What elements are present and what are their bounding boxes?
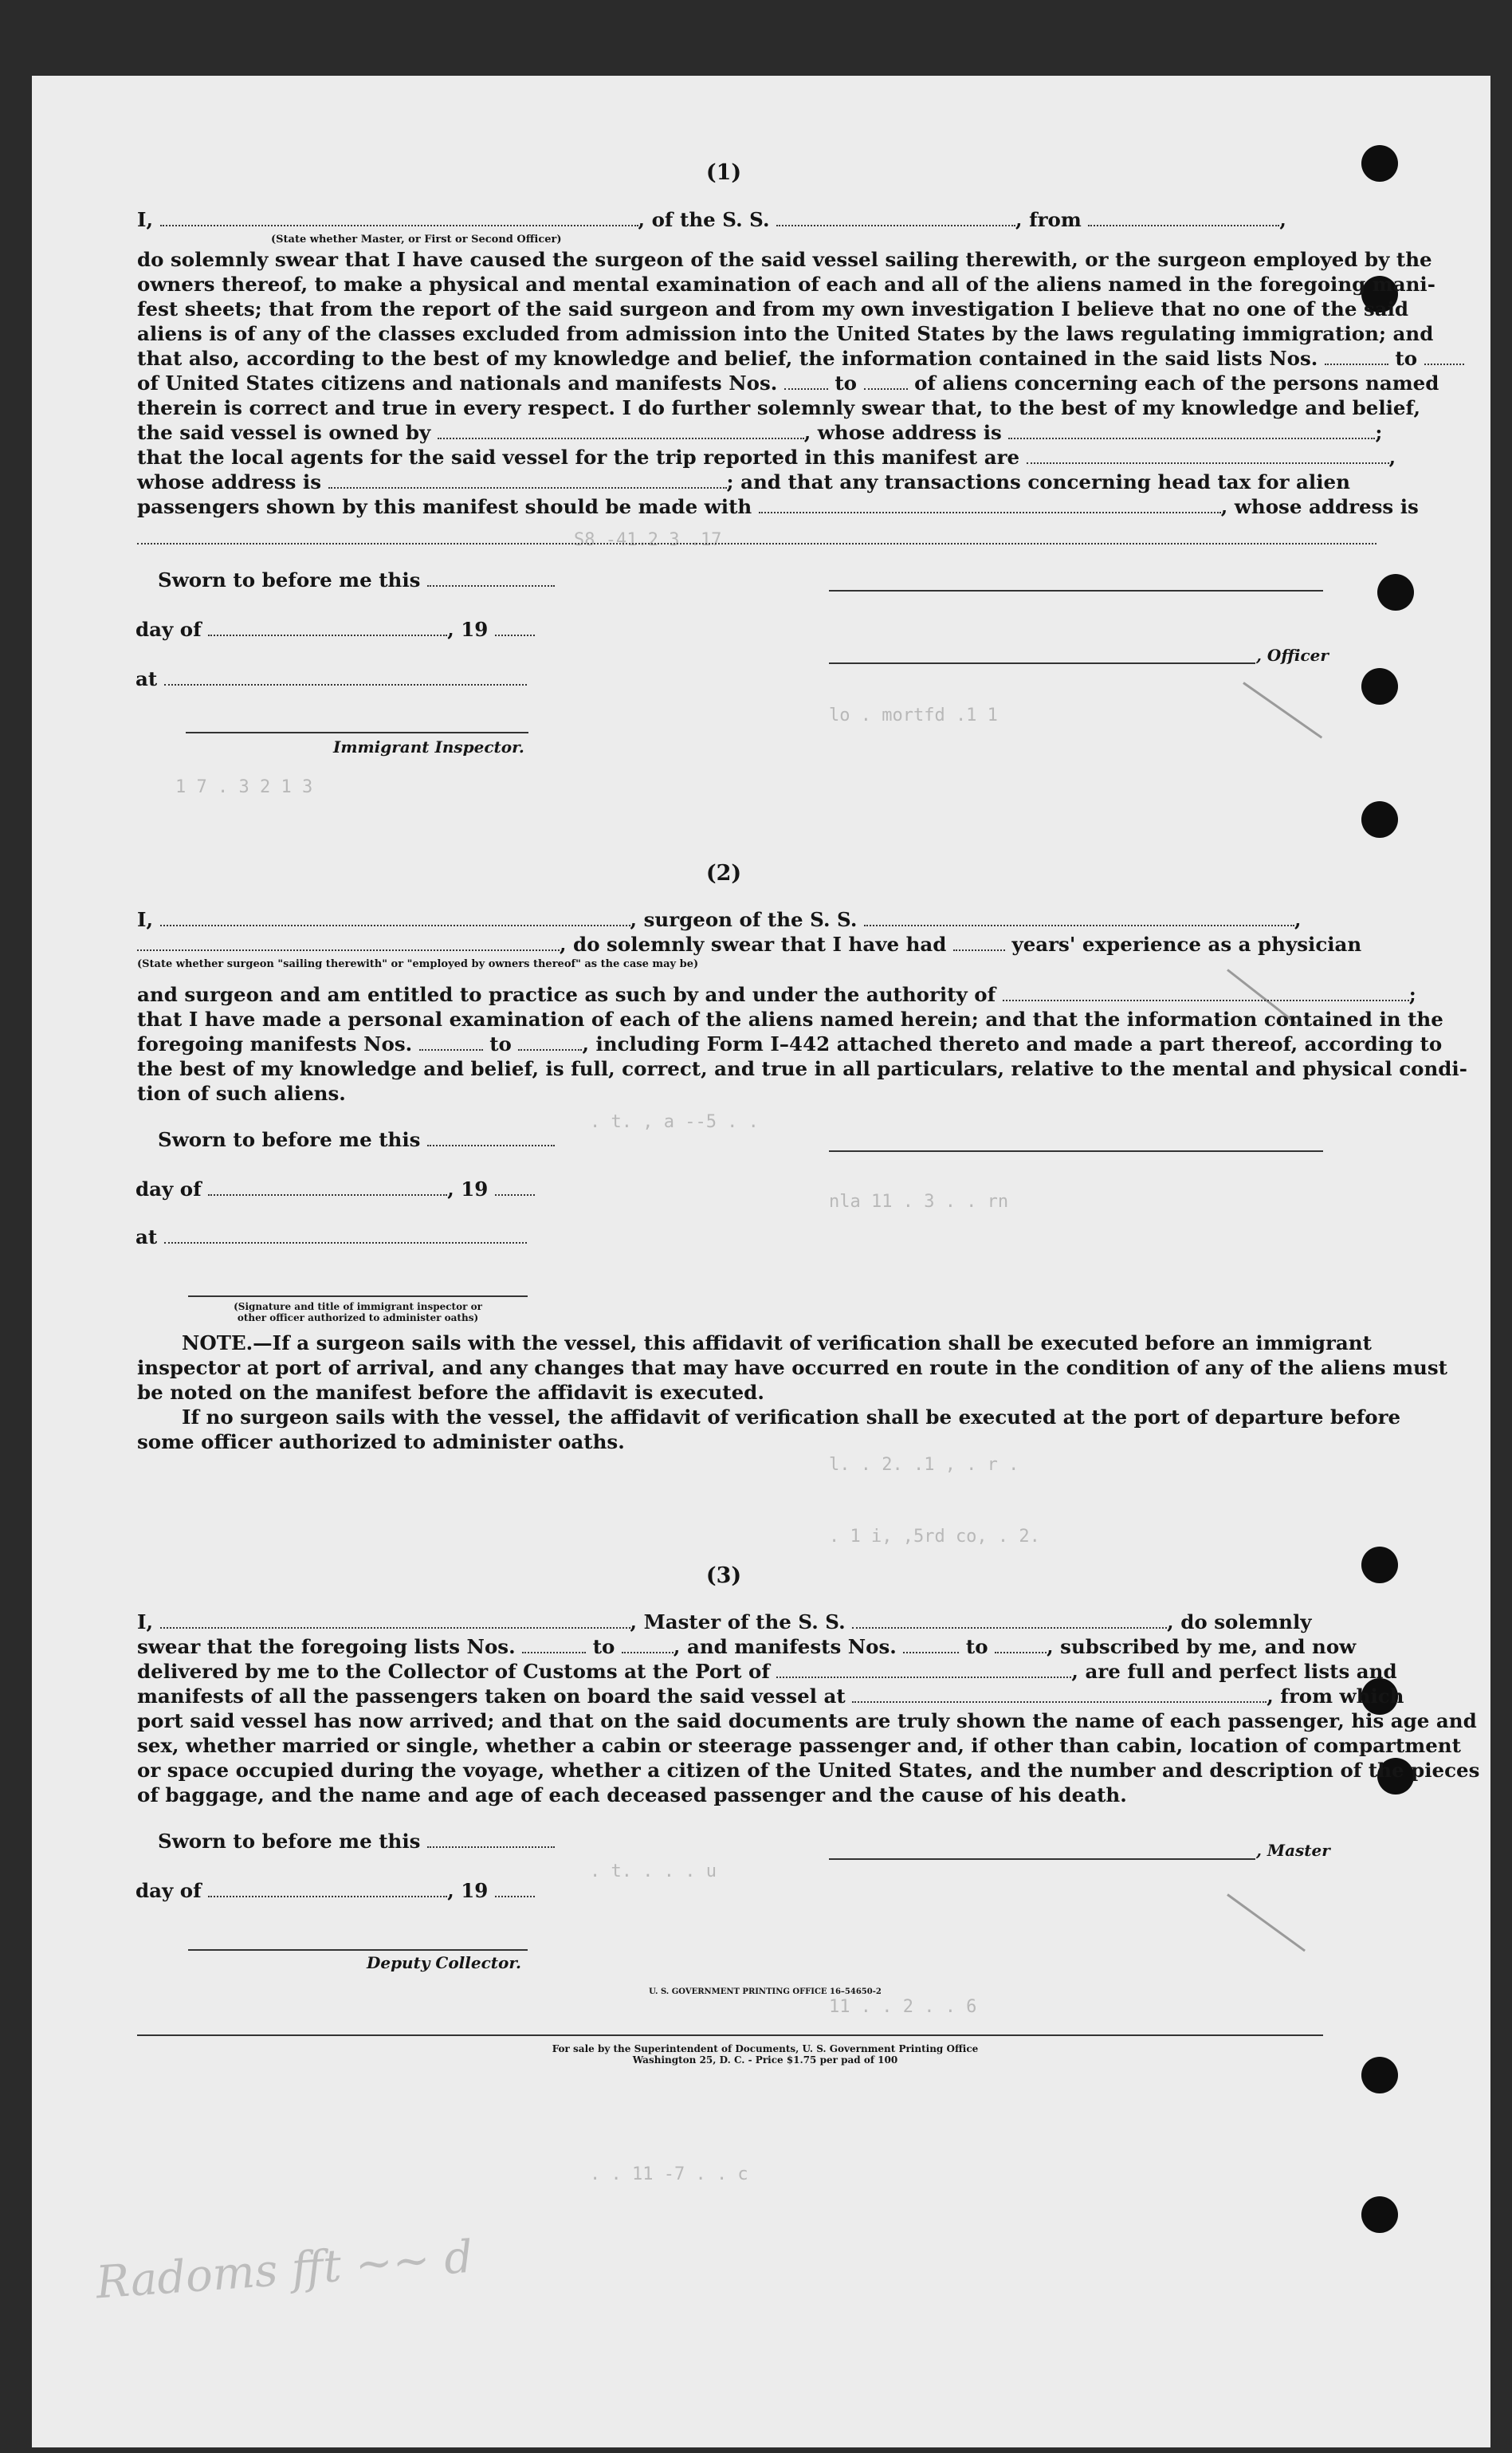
section2-line2: , do solemnly swear that I have had years' experience as a physician xyxy=(137,933,1361,957)
section1-line1: I, , of the S. S. , from , xyxy=(137,208,1286,231)
sworn-date-field[interactable] xyxy=(427,1132,555,1146)
oath-text: foregoing manifests Nos. to , including Form I–442 attached thereto and made a part thereof, according to xyxy=(137,1032,1443,1055)
oath-text: or space occupied during the voyage, whether a citizen of the United States, and the number and description of the pieces xyxy=(137,1759,1480,1782)
inspector-label: Immigrant Inspector. xyxy=(333,737,524,757)
day-of-label: day of , 19 xyxy=(135,618,535,642)
oath-text: that the local agents for the said vessel for the trip reported in this manifest are , xyxy=(137,446,1396,469)
officer-title-line[interactable] xyxy=(829,662,1255,664)
sale-notice: For sale by the Superintendent of Documents, U. S. Government Printing Office Washington 25, D. C. - Price $1.75 per pad of 100 xyxy=(552,2043,979,2066)
punch-hole xyxy=(1361,668,1398,705)
year-field[interactable] xyxy=(495,622,535,636)
sworn-label: Sworn to before me this xyxy=(158,568,555,592)
oath-text: the best of my knowledge and belief, is full, correct, and true in all particulars, relative to the mental and physical condi- xyxy=(137,1057,1467,1080)
oath-text: tion of such aliens. xyxy=(137,1082,346,1105)
manifests-from-field[interactable] xyxy=(903,1639,959,1653)
manifests-from-field[interactable] xyxy=(784,375,828,390)
inspector-signature-line[interactable] xyxy=(186,732,528,733)
lists-to-field[interactable] xyxy=(622,1639,674,1653)
sworn-label: Sworn to before me this xyxy=(158,1128,555,1152)
oath-text: aliens is of any of the classes excluded from admission into the United States by the laws regulating immigration; and xyxy=(137,322,1434,345)
oath-text: manifests of all the passengers taken on board the said vessel at , from which xyxy=(137,1684,1404,1708)
oath-text: delivered by me to the Collector of Customs at the Port of , are full and perfect lists and xyxy=(137,1660,1397,1683)
lists-from-field[interactable] xyxy=(1325,351,1388,365)
bleed-through: S8 -41.2 3 .17 xyxy=(574,530,722,550)
day-of-field[interactable] xyxy=(208,622,447,636)
at-place-field[interactable] xyxy=(164,671,527,686)
sworn-date-field[interactable] xyxy=(427,1834,555,1848)
handwritten-signature: Radoms fft ~~ d xyxy=(94,2231,475,2310)
at-label: at xyxy=(135,667,527,691)
oath-text: of United States citizens and nationals and manifests Nos. to of aliens concerning each of the persons named xyxy=(137,371,1439,395)
bleed-through: . 1 i, ,5rd co, . 2. xyxy=(829,1527,1040,1547)
oath-text: owners thereof, to make a physical and mental examination of each and all of the aliens named in the foregoing mani- xyxy=(137,273,1435,296)
oath-text: of baggage, and the name and age of each deceased passenger and the cause of his death. xyxy=(137,1783,1127,1806)
collector-signature-line[interactable] xyxy=(188,1949,528,1951)
oath-text: that I have made a personal examination of each of the aliens named herein; and that the information contained in the xyxy=(137,1008,1443,1031)
vessel-name-field[interactable] xyxy=(852,1614,1167,1629)
punch-hole xyxy=(1361,145,1398,182)
day-of-label: day of , 19 xyxy=(135,1879,535,1903)
from-port-field[interactable] xyxy=(1088,212,1279,226)
year-field[interactable] xyxy=(495,1883,535,1897)
master-name-field[interactable] xyxy=(160,212,638,226)
form-sheet xyxy=(32,76,1490,2447)
license-authority-field[interactable] xyxy=(1003,987,1409,1001)
lists-from-field[interactable] xyxy=(522,1639,586,1653)
printer-imprint: U. S. GOVERNMENT PRINTING OFFICE 16–54650-2 xyxy=(649,1987,882,1996)
master-rank-instruction: (State whether Master, or First or Second Officer) xyxy=(271,234,562,246)
surgeon-status-instruction: (State whether surgeon "sailing therewith" or "employed by owners thereof" as the case may be) xyxy=(137,958,699,970)
signature-title-caption: (Signature and title of immigrant inspector or other officer authorized to administer oaths) xyxy=(234,1301,482,1323)
manifests-to-field[interactable] xyxy=(518,1036,582,1051)
note-text: some officer authorized to administer oaths. xyxy=(137,1430,625,1453)
oath-text: passengers shown by this manifest should be made with , whose address is xyxy=(137,495,1419,518)
section3-line1: I, , Master of the S. S. , do solemnly xyxy=(137,1610,1312,1633)
at-label: at xyxy=(135,1225,527,1249)
years-experience-field[interactable] xyxy=(953,937,1005,951)
note-text: be noted on the manifest before the affidavit is executed. xyxy=(137,1381,764,1404)
inspector-signature-line[interactable] xyxy=(188,1295,528,1297)
day-of-field[interactable] xyxy=(208,1883,447,1897)
punch-hole xyxy=(1361,1547,1398,1583)
oath-text: fest sheets; that from the report of the said surgeon and from my own investigation I believe that no one of the said xyxy=(137,297,1409,320)
bleed-through: . . 11 -7 . . c xyxy=(590,2164,748,2184)
address-continuation-line[interactable] xyxy=(137,543,1377,544)
oath-text: port said vessel has now arrived; and that on the said documents are truly shown the name of each passenger, his age and xyxy=(137,1709,1477,1732)
oath-text: and surgeon and am entitled to practice as such by and under the authority of ; xyxy=(137,983,1416,1006)
punch-hole xyxy=(1361,801,1398,838)
surgeon-signature-line[interactable] xyxy=(829,1150,1323,1152)
bleed-through: nla 11 . 3 . . rn xyxy=(829,1192,1009,1212)
oath-text: whose address is ; and that any transactions concerning head tax for alien xyxy=(137,470,1350,493)
lists-to-field[interactable] xyxy=(1424,351,1464,365)
port-of-arrival-field[interactable] xyxy=(776,1664,1071,1678)
master-label: , Master xyxy=(1256,1841,1330,1860)
oath-text: the said vessel is owned by , whose address is ; xyxy=(137,421,1383,444)
section-number: (1) xyxy=(705,160,742,185)
bleed-stroke xyxy=(1243,682,1322,738)
manifests-to-field[interactable] xyxy=(995,1639,1047,1653)
punch-hole xyxy=(1377,574,1414,611)
oath-text: therein is correct and true in every respect. I do further solemnly swear that, to the best of my knowledge and belief, xyxy=(137,396,1421,419)
vessel-name-field[interactable] xyxy=(776,212,1015,226)
section-number: (3) xyxy=(705,1563,742,1588)
note-text: NOTE.—If a surgeon sails with the vessel, this affidavit of verification shall be executed before an immigrant xyxy=(182,1331,1372,1354)
port-of-departure-field[interactable] xyxy=(852,1688,1267,1703)
bleed-through: l. . 2. .1 , . r . xyxy=(829,1455,1019,1475)
at-place-field[interactable] xyxy=(164,1229,527,1244)
oath-text: sex, whether married or single, whether a cabin or steerage passenger and, if other than cabin, location of compartment xyxy=(137,1734,1461,1757)
note-text: inspector at port of arrival, and any changes that may have occurred en route in the condition of any of the aliens must xyxy=(137,1356,1447,1379)
manifests-from-field[interactable] xyxy=(419,1036,483,1051)
master-name-field[interactable] xyxy=(160,1614,630,1629)
head-tax-contact-field[interactable] xyxy=(759,499,1221,513)
footer-rule xyxy=(137,2034,1323,2036)
punch-hole xyxy=(1361,2196,1398,2233)
bleed-through: 11 . . 2 . . 6 xyxy=(829,1997,977,2017)
section-number: (2) xyxy=(705,861,742,886)
sworn-label: Sworn to before me this xyxy=(158,1830,555,1854)
surgeon-status-field[interactable] xyxy=(137,937,560,951)
owner-address-field[interactable] xyxy=(1008,425,1375,439)
vessel-name-field[interactable] xyxy=(864,912,1294,926)
bleed-through: 1 7 . 3 2 1 3 xyxy=(175,777,313,797)
bleed-stroke xyxy=(1227,1893,1306,1952)
agents-address-field[interactable] xyxy=(328,474,727,489)
oath-text: swear that the foregoing lists Nos. to , and manifests Nos. to , subscribed by me, and now xyxy=(137,1635,1357,1658)
bleed-through: . t. . . . u xyxy=(590,1861,717,1881)
owner-field[interactable] xyxy=(438,425,804,439)
day-of-label: day of , 19 xyxy=(135,1177,535,1201)
master-signature-line[interactable] xyxy=(829,1858,1255,1860)
punch-hole xyxy=(1361,2057,1398,2093)
oath-text: that also, according to the best of my knowledge and belief, the information contained in the said lists Nos. to xyxy=(137,347,1464,371)
officer-signature-line[interactable] xyxy=(829,590,1323,592)
surgeon-name-field[interactable] xyxy=(160,912,630,926)
year-field[interactable] xyxy=(495,1181,535,1196)
sworn-date-field[interactable] xyxy=(427,572,555,587)
bleed-through: . t. , a --5 . . xyxy=(590,1112,759,1132)
bleed-through: lo . mortfd .1 1 xyxy=(829,706,998,725)
officer-label: , Officer xyxy=(1256,646,1329,665)
oath-text: do solemnly swear that I have caused the surgeon of the said vessel sailing therewith, or the surgeon employed by the xyxy=(137,248,1432,271)
day-of-field[interactable] xyxy=(208,1181,447,1196)
collector-label: Deputy Collector. xyxy=(367,1953,522,1972)
section2-line1: I, , surgeon of the S. S. , xyxy=(137,908,1302,931)
local-agents-field[interactable] xyxy=(1027,450,1389,464)
note-text: If no surgeon sails with the vessel, the affidavit of verification shall be executed at the port of departure before xyxy=(182,1405,1401,1429)
manifests-to-field[interactable] xyxy=(864,375,908,390)
